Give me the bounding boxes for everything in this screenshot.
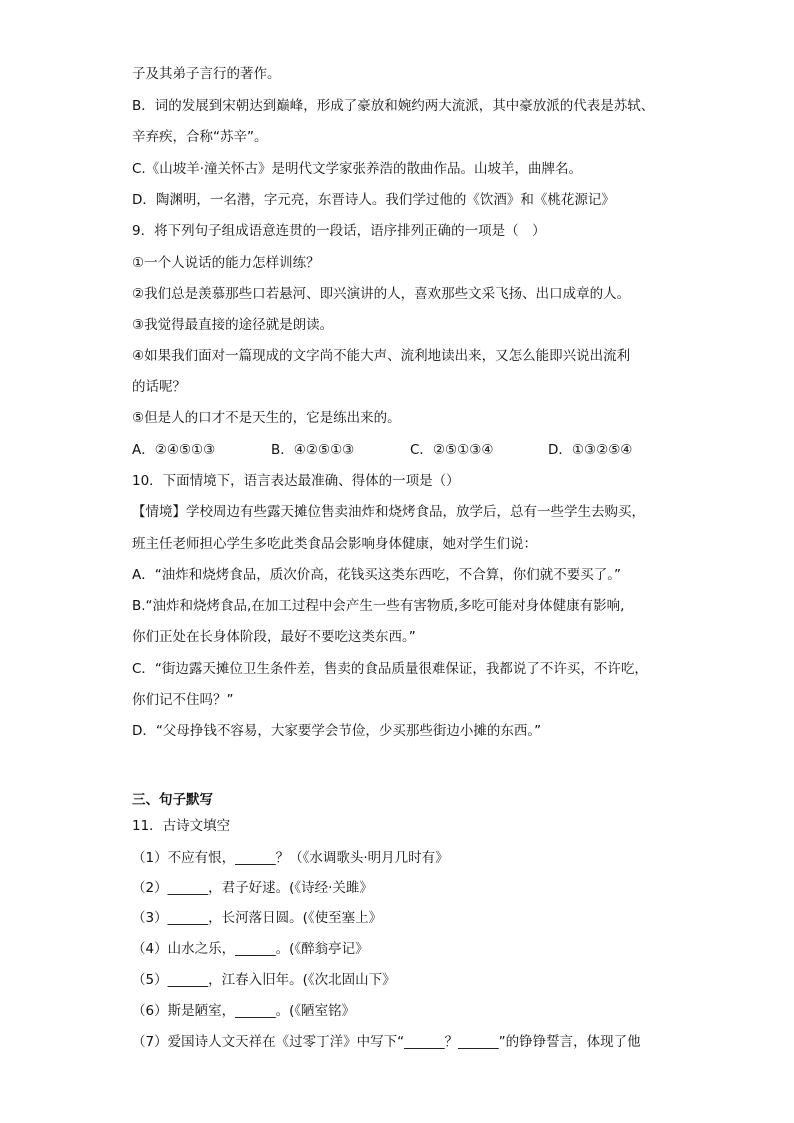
q11-item-4: （4）山水之乐，______。(《醉翁亭记》 — [132, 941, 369, 957]
q8-option-b-line2: 辛弃疾，合称“苏辛”。 — [132, 129, 268, 145]
q10-option-c-line1: C．“街边露天摊位卫生条件差，售卖的食品质量很难保证，我都说了不许买，不许吃， — [132, 661, 648, 677]
q9-sentence-4-line2: 的话呢？ — [132, 379, 186, 395]
q11-item-5: （5）______，江春入旧年。(《次北固山下》 — [132, 972, 396, 988]
q8-option-d: D．陶渊明，一名潜，字元亮，东晋诗人。我们学过他的《饮酒》和《桃花源记》 — [132, 192, 615, 208]
q9-sentence-3: ③我觉得最直接的途径就是朗读。 — [132, 317, 334, 333]
section-heading: 三、句子默写 — [132, 792, 213, 808]
q9-option-a: A．②④⑤①③ — [132, 442, 216, 458]
q10-context-line1: 【情境】学校周边有些露天摊位售卖油炸和烧烤食品，放学后，总有一些学生去购买， — [132, 504, 645, 520]
q9-options — [132, 440, 692, 460]
q10-option-a: A．“油炸和烧烤食品，质次价高，花钱买这类东西吃，不合算，你们就不要买了。” — [132, 567, 621, 583]
q8-option-a-continuation: 子及其弟子言行的著作。 — [132, 66, 281, 82]
q11-item-6: （6）斯是陋室，______。(《陋室铭》 — [132, 1003, 356, 1019]
q9-sentence-5: ⑤但是人的口才不是天生的，它是练出来的。 — [132, 410, 401, 426]
q11-item-7: （7）爱国诗人文天祥在《过零丁洋》中写下“______？______”的铮铮誓言，体现了他 — [132, 1034, 641, 1050]
q8-option-c: C.《山坡羊·潼关怀古》是明代文学家张养浩的散曲作品。山坡羊，曲牌名。 — [132, 161, 583, 177]
q9-stem: 9．将下列句子组成语意连贯的一段话，语序排列正确的一项是（ ） — [132, 223, 546, 239]
q10-option-c-line2: 你们记不住吗？” — [132, 692, 234, 708]
q9-option-d: D．①③②⑤④ — [548, 442, 633, 458]
q9-sentence-4-line1: ④如果我们面对一篇现成的文字尚不能大声、流利地读出来，又怎么能即兴说出流利 — [132, 348, 631, 364]
q9-sentence-2: ②我们总是羡慕那些口若悬河、即兴演讲的人，喜欢那些文采飞扬、出口成章的人。 — [132, 286, 631, 302]
q11-stem: 11．古诗文填空 — [132, 818, 231, 834]
q10-option-b-line2: 你们正处在长身体阶段，最好不要吃这类东西。” — [132, 629, 416, 645]
q10-stem: 10．下面情境下，语言表达最准确、得体的一项是（） — [132, 473, 460, 489]
q11-item-2: （2）______，君子好逑。(《诗经·关雎》 — [132, 880, 373, 896]
q8-option-b-line1: B．词的发展到宋朝达到巅峰，形成了豪放和婉约两大流派，其中豪放派的代表是苏轼、 — [132, 98, 655, 114]
q9-option-b: B．④②⑤①③ — [271, 442, 355, 458]
q10-option-b-line1: B.“油炸和烧烤食品,在加工过程中会产生一些有害物质,多吃可能对身体健康有影响, — [132, 598, 625, 614]
q10-option-d: D．“父母挣钱不容易，大家要学会节俭，少买那些街边小摊的东西。” — [132, 723, 542, 739]
q9-option-c: C．②⑤①③④ — [410, 442, 494, 458]
q11-item-1: （1）不应有恨，______？（《水调歌头·明月几时有》 — [132, 850, 449, 866]
q11-item-3: （3）______，长河落日圆。(《使至塞上》 — [132, 910, 383, 926]
q9-sentence-1: ①一个人说话的能力怎样训练？ — [132, 255, 320, 271]
q10-context-line2: 班主任老师担心学生多吃此类食品会影响身体健康，她对学生们说： — [132, 536, 537, 552]
